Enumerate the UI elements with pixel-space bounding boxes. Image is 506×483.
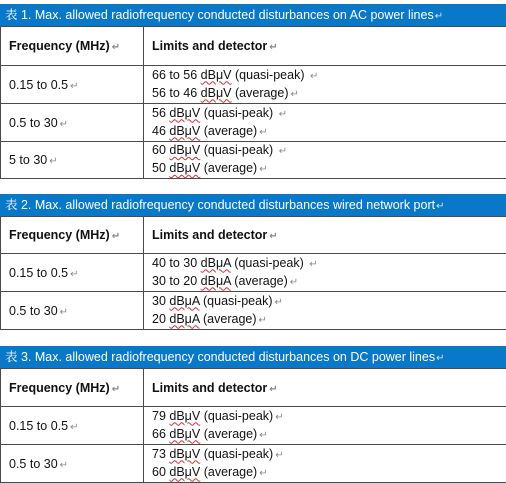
table-caption <box>0 346 506 368</box>
table-ac-power-lines <box>0 4 506 179</box>
limits-cell: 30 dBμA (quasi-peak) ↵ 20 dBμA (average) ↵ <box>144 292 506 330</box>
table-caption <box>0 4 506 26</box>
table-row <box>1 104 506 142</box>
table-row <box>1 66 506 104</box>
header-row <box>1 27 506 66</box>
limits-cell: 56 dBμV (quasi-peak) ↵ 46 dBμV (average) ↵ <box>144 104 506 142</box>
paragraph-mark-icon: ↵ <box>436 201 445 212</box>
frequency-cell: 0.15 to 0.5 ↵ <box>1 66 144 104</box>
table-row <box>1 407 506 445</box>
data-table <box>0 26 506 179</box>
data-table <box>0 368 506 483</box>
limits-cell: 73 dBμV (quasi-peak) ↵ 60 dBμV (average) ↵ <box>144 445 506 483</box>
limits-cell: 79 dBμV (quasi-peak) ↵ 66 dBμV (average) ↵ <box>144 407 506 445</box>
paragraph-mark-icon: ↵ <box>434 11 444 22</box>
column-header-limits: Limits and detector ↵ <box>144 217 506 254</box>
limits-cell: 66 to 56 dBμV (quasi-peak) ↵ 56 to 46 dBμV (average) ↵ <box>144 66 506 104</box>
table-wired-network-port <box>0 194 506 330</box>
table-row <box>1 445 506 483</box>
header-row <box>1 369 506 407</box>
column-header-frequency: Frequency (MHz) ↵ <box>1 369 144 407</box>
table-title: 表 3. Max. allowed radiofrequency conducted disturbances on DC power lines <box>5 350 436 364</box>
table-title: 表 1. Max. allowed radiofrequency conducted disturbances on AC power lines <box>5 8 434 22</box>
table-row <box>1 254 506 292</box>
table-dc-power-lines <box>0 346 506 483</box>
paragraph-mark-icon: ↵ <box>436 353 445 364</box>
table-row <box>1 142 506 179</box>
column-header-frequency: Frequency (MHz) ↵ <box>1 27 144 66</box>
data-table <box>0 216 506 330</box>
column-header-frequency: Frequency (MHz) ↵ <box>1 217 144 254</box>
frequency-cell: 5 to 30 ↵ <box>1 142 144 179</box>
frequency-cell: 0.15 to 0.5 ↵ <box>1 407 144 445</box>
table-title: 表 2. Max. allowed radiofrequency conducted disturbances wired network port <box>5 198 436 212</box>
column-header-limits: Limits and detector ↵ <box>144 27 506 66</box>
table-row <box>1 292 506 330</box>
frequency-cell: 0.15 to 0.5 ↵ <box>1 254 144 292</box>
frequency-cell: 0.5 to 30 ↵ <box>1 104 144 142</box>
frequency-cell: 0.5 to 30 ↵ <box>1 445 144 483</box>
table-caption <box>0 194 506 216</box>
limits-cell: 60 dBμV (quasi-peak) ↵ 50 dBμV (average) ↵ <box>144 142 506 179</box>
header-row <box>1 217 506 254</box>
frequency-cell: 0.5 to 30 ↵ <box>1 292 144 330</box>
column-header-limits: Limits and detector ↵ <box>144 369 506 407</box>
limits-cell: 40 to 30 dBμA (quasi-peak) ↵ 30 to 20 dBμA (average) ↵ <box>144 254 506 292</box>
